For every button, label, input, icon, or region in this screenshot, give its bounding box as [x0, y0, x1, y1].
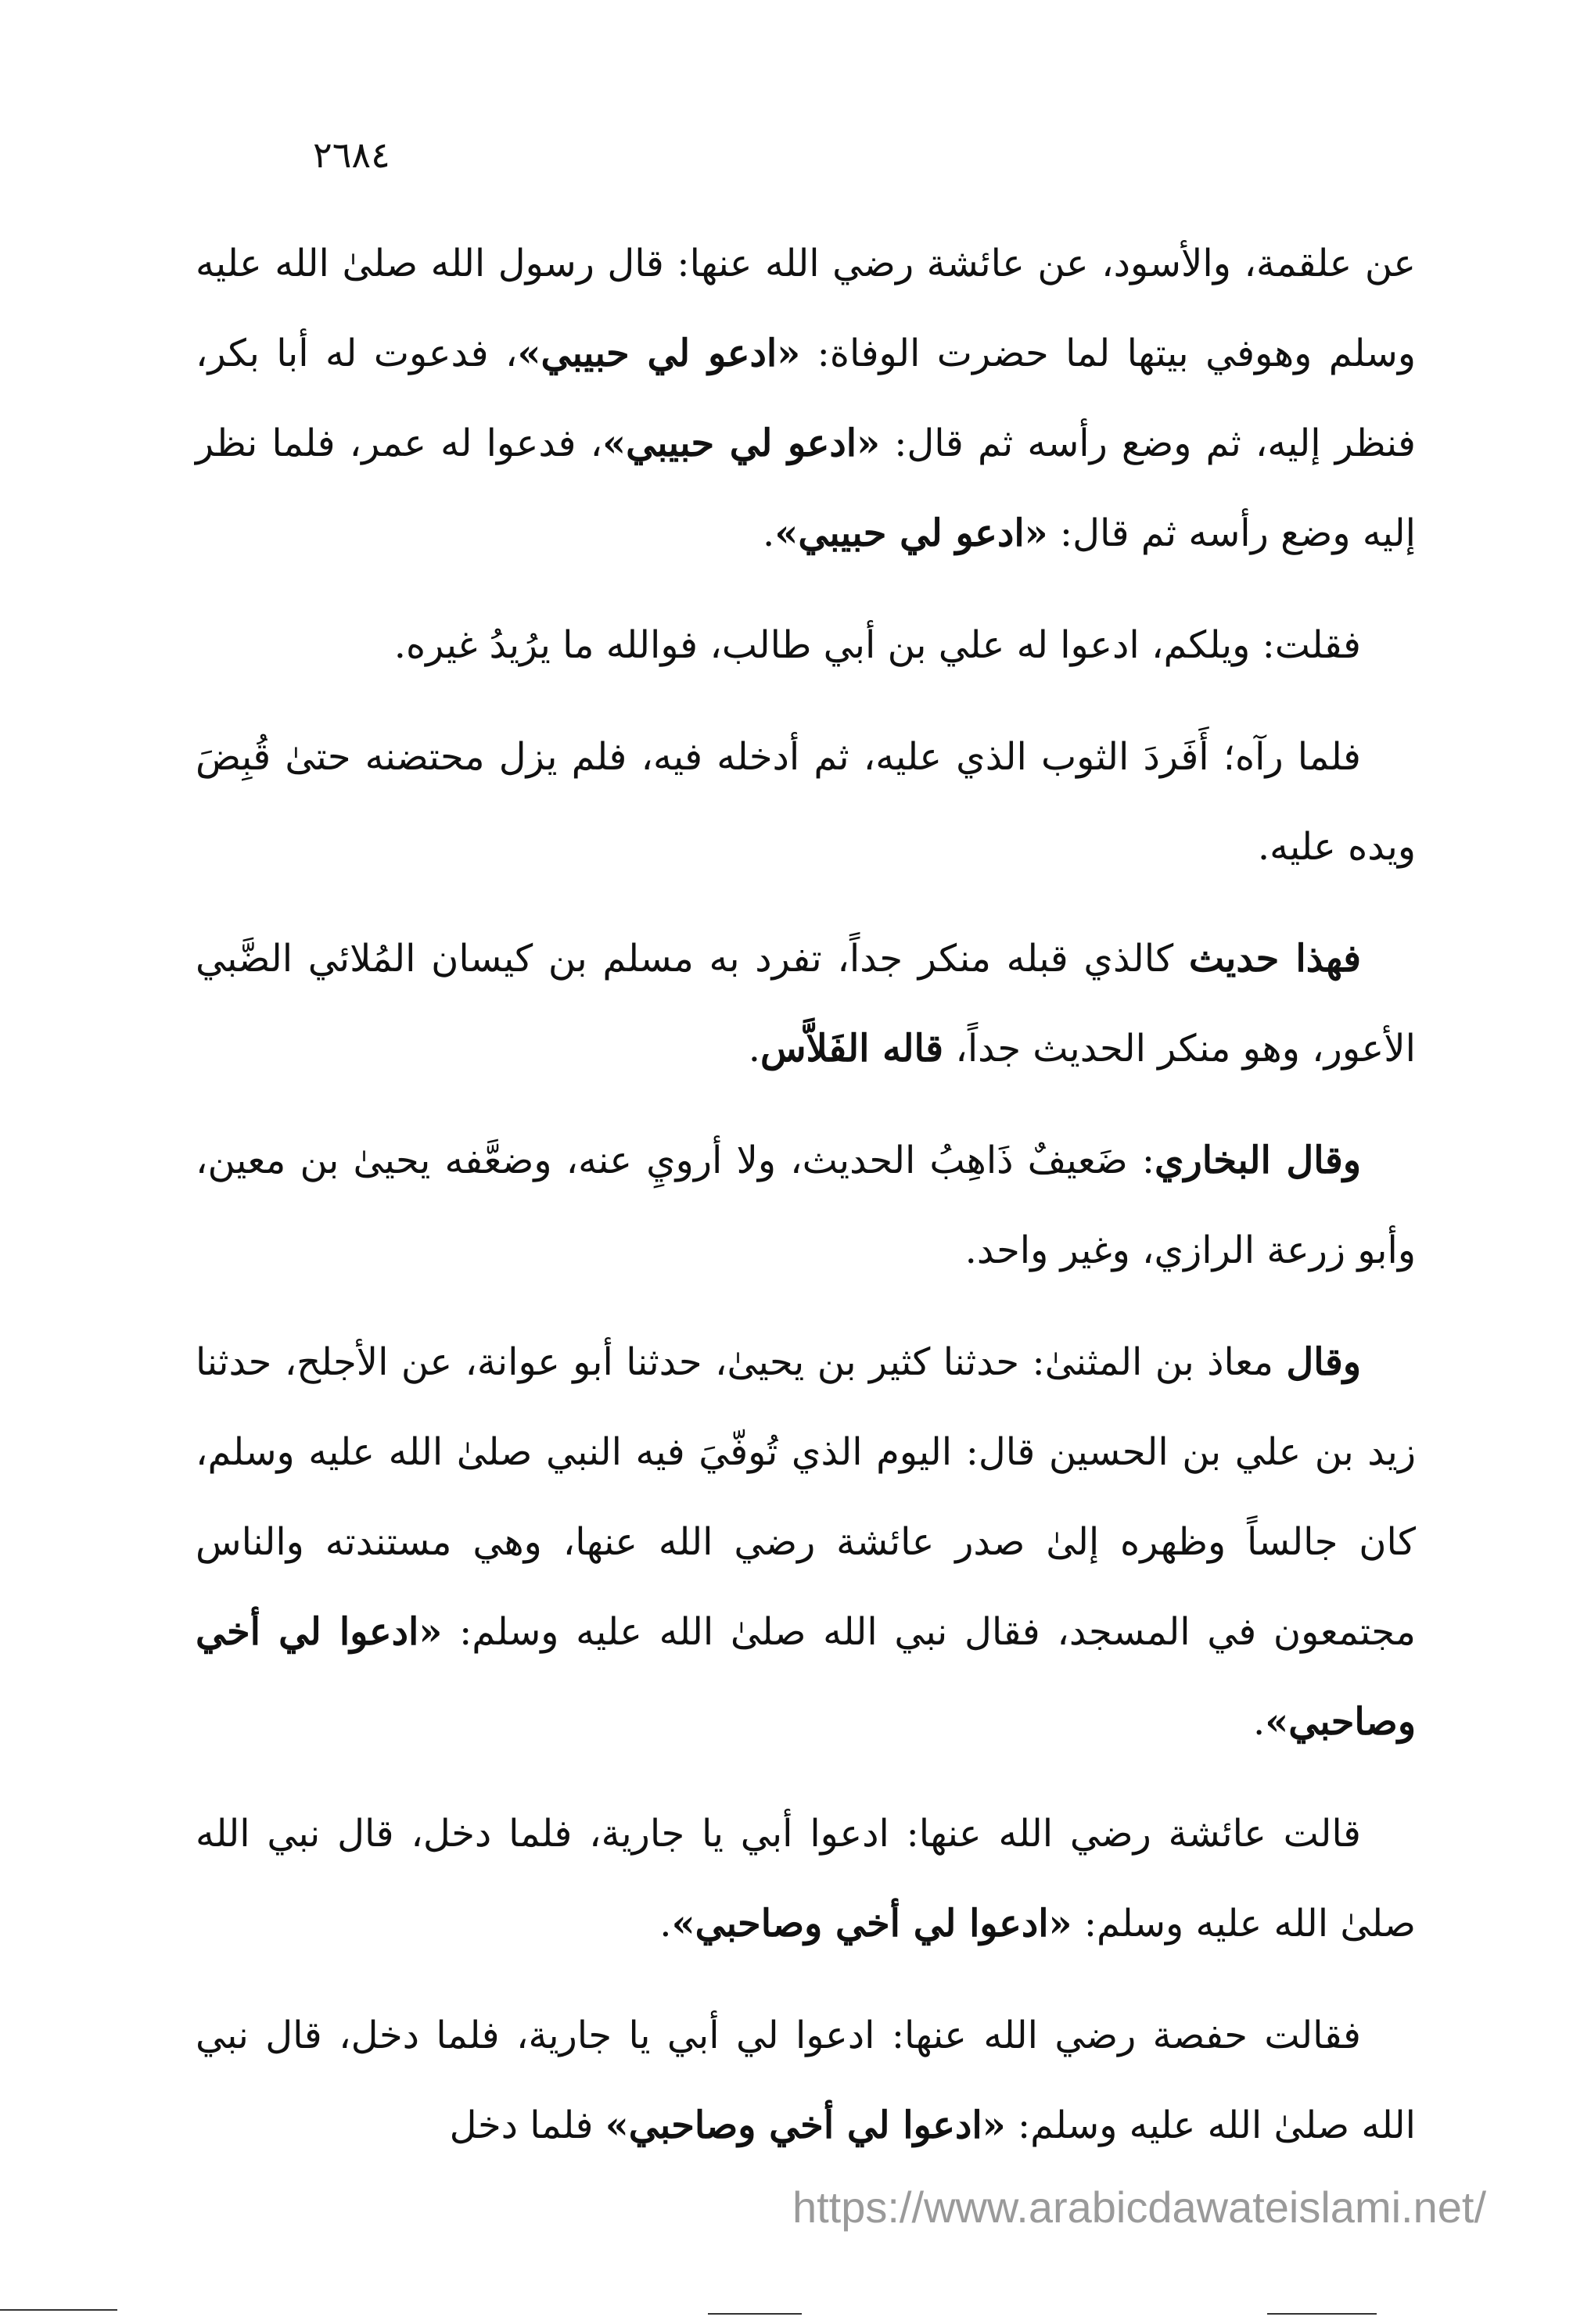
bold-text: قاله الفَلاَّس [760, 1027, 944, 1071]
text-run: : ضَعيفٌ ذَاهِبُ الحديث، ولا أرويِ عنه، وضعَّفه يحيىٰ بن معين، وأبو زرعة الرازي، وغير واحد. [196, 1139, 1416, 1272]
text-run: . [1253, 1700, 1266, 1744]
paragraph [196, 1991, 1416, 2171]
text-run: ، فدعوا له عمر، فلما نظر إليه وضع رأسه ثم قال: [196, 421, 1416, 555]
text-run: فقلت: ويلكم، ادعوا له علي بن أبي طالب، فوالله ما يرُيدُ غيره. [393, 623, 1361, 667]
text-run: فلما رآه؛ أَفَردَ الثوب الذي عليه، ثم أدخله فيه، فلم يزل محتضنه حتىٰ قُبِضَ ويده عليه. [196, 735, 1416, 869]
text-run: عن علقمة، والأسود، عن عائشة رضي الله عنها: قال رسول الله صلىٰ الله عليه وسلم وهوفي بيتها لما حضرت الوفاة: [196, 242, 1417, 375]
quote-text: «ادعو لي حبيبي» [602, 421, 881, 465]
paragraph [196, 1789, 1416, 1969]
paragraph [196, 601, 1416, 690]
quote-text: «ادعوا لي أخي وصاحبي» [196, 1610, 1416, 1744]
scan-edge-line [1267, 2313, 1377, 2315]
page-number: ٢٦٨٤ [313, 134, 390, 176]
paragraph [196, 219, 1416, 579]
bold-text: وقال [1286, 1340, 1362, 1384]
text-run: ، فدعوت له أبا بكر، فنظر إليه، ثم وضع رأسه ثم قال: [196, 332, 1416, 465]
text-run: . [748, 1027, 760, 1071]
main-text [196, 219, 1416, 2193]
quote-text: «ادعوا لي أخي وصاحبي» [671, 1902, 1072, 1946]
scan-edge-line [708, 2313, 802, 2315]
paragraph [196, 1116, 1416, 1296]
text-run: فقالت حفصة رضي الله عنها: ادعوا لي أبي يا جارية، فلما دخل، قال نبي الله صلىٰ الله عليه وسلم: [196, 2014, 1416, 2147]
text-run: . [659, 1902, 672, 1946]
text-run: . [763, 511, 775, 555]
paragraph [196, 914, 1416, 1094]
text-run: فلما دخل [449, 2103, 605, 2147]
text-run: قالت عائشة رضي الله عنها: ادعوا أبي يا جارية، فلما دخل، قال نبي الله صلىٰ الله عليه وسلم: [196, 1812, 1416, 1946]
paragraph [196, 712, 1416, 892]
text-run: كالذي قبله منكر جداً، تفرد به مسلم بن كيسان المُلائي الضَّبي الأعور، وهو منكر الحديث جداً، [196, 937, 1416, 1071]
watermark-url: https://www.arabicdawateislami.net/ [792, 2182, 1486, 2232]
text-run: معاذ بن المثنىٰ: حدثنا كثير بن يحيىٰ، حدثنا أبو عوانة، عن الأجلح، حدثنا زيد بن علي بن الحسين قال: اليوم الذي تُوفّيَ فيه النبي صلىٰ الله عليه وسلم، كان جالساً وظهره إلىٰ صدر عائشة رضي الله عنها، وهي مستندته والناس مجتمعون في المسجد، فقال نبي الله صلىٰ الله عليه وسلم: [196, 1340, 1416, 1654]
paragraph [196, 1318, 1416, 1767]
quote-text: «ادعوا لي أخي وصاحبي» [605, 2103, 1006, 2147]
quote-text: «ادعو لي حبيبي» [774, 511, 1048, 555]
quote-text: «ادعو لي حبيبي» [517, 332, 801, 375]
bold-text: وقال البخاري [1155, 1139, 1362, 1182]
scan-edge-line [0, 2309, 117, 2311]
bold-text: فهذا حديث [1188, 937, 1362, 981]
